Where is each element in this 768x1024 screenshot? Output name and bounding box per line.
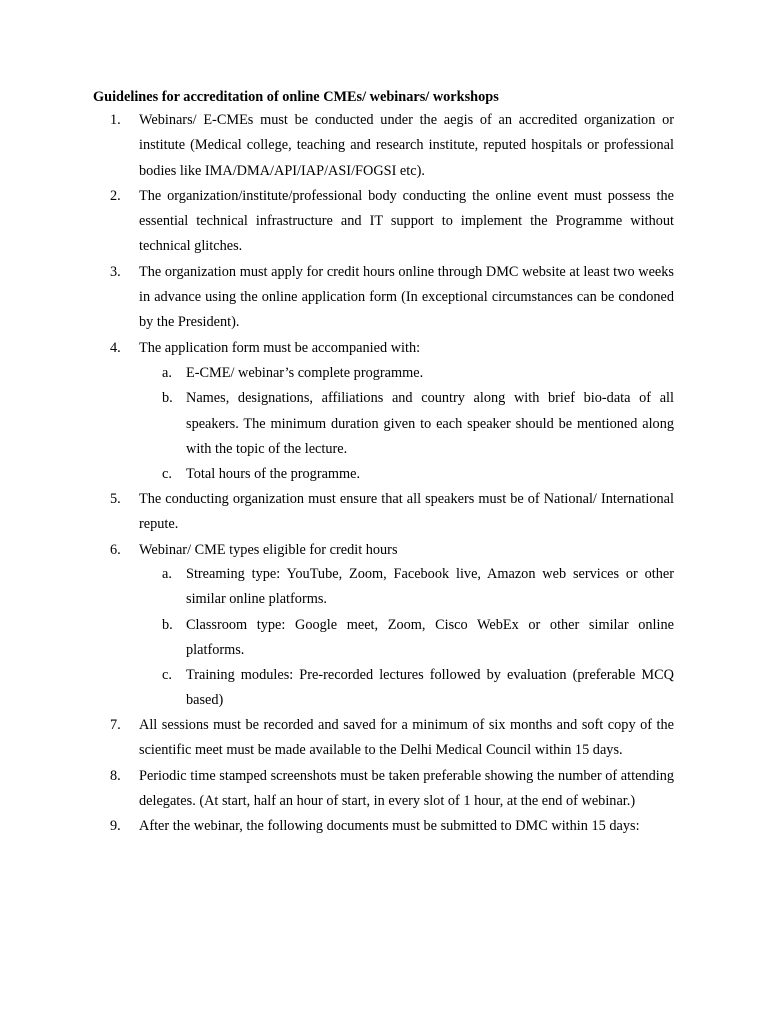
item-number: 2. (110, 187, 121, 204)
list-item (110, 260, 674, 336)
item-number: 4. (110, 339, 121, 356)
item-text: After the webinar, the following documents must be submitted to DMC within 15 days: (139, 818, 640, 835)
item-number: 5. (110, 491, 121, 507)
item-number: 7. (110, 717, 121, 733)
sub-list-item (162, 562, 674, 613)
sub-item-text: Training modules: Pre-recorded lectures followed by evaluation (preferable MCQ based) (186, 667, 674, 709)
item-text: Webinars/ E-CMEs must be conducted under the aegis of an accredited organization or institute (Medical college, teaching and research institute, reputed hospitals or professional bodies like IMA/DMA/API/IAP/ASI/FOGSI etc). (139, 112, 674, 179)
sub-item-letter: c. (162, 466, 172, 483)
item-text: The conducting organization must ensure that all speakers must be of National/ International repute. (139, 491, 674, 533)
item-text: The organization/institute/professional body conducting the online event must possess the essential technical infrastructure and IT support to implement the Programme without technical glitches. (139, 187, 674, 255)
item-number: 9. (110, 818, 121, 835)
sub-list-item (162, 462, 674, 487)
sub-item-text: Names, designations, affiliations and country along with brief bio-data of all speakers. The minimum duration given to each speaker should be mentioned along with the topic of the lecture. (186, 390, 674, 457)
sub-item-letter: b. (162, 390, 173, 407)
guidelines-list-final (0, 713, 768, 839)
item-number: 1. (110, 112, 121, 128)
guidelines-list (0, 108, 768, 361)
sub-item-letter: c. (162, 667, 172, 684)
sub-list-item (162, 613, 674, 664)
item-number: 3. (110, 263, 121, 280)
sub-item-text: Streaming type: YouTube, Zoom, Facebook live, Amazon web services or other similar online platforms. (186, 566, 674, 608)
item-text: The organization must apply for credit hours online through DMC website at least two weeks in advance using the online application form (In exceptional circumstances can be condoned by the President). (139, 263, 674, 331)
list-item (110, 336, 674, 361)
list-item (110, 764, 674, 815)
item-text: Webinar/ CME types eligible for credit hours (139, 541, 398, 558)
sub-item-text: Total hours of the programme. (186, 466, 361, 483)
item-text: All sessions must be recorded and saved for a minimum of six months and soft copy of the scientific meet must be made available to the Delhi Medical Council within 15 days. (139, 717, 674, 759)
list-item (110, 713, 674, 764)
sublist-application-form (139, 361, 674, 487)
sub-list-item (162, 386, 674, 462)
sub-list-item (162, 361, 674, 386)
list-item (110, 108, 674, 184)
list-item (110, 487, 674, 538)
sub-item-text: Classroom type: Google meet, Zoom, Cisco WebEx or other similar online platforms. (186, 616, 674, 658)
sub-item-letter: b. (162, 616, 173, 633)
guidelines-list-continued (0, 487, 768, 563)
list-item (110, 814, 674, 839)
item-number: 8. (110, 767, 121, 784)
sublist-webinar-types (139, 562, 674, 714)
item-number: 6. (110, 541, 121, 558)
document-title: Guidelines for accreditation of online CMEs/ webinars/ workshops (93, 89, 499, 105)
item-text: Periodic time stamped screenshots must be taken preferable showing the number of attending delegates. (At start, half an hour of start, in every slot of 1 hour, at the end of webinar.) (139, 767, 674, 809)
sub-item-text: E-CME/ webinar’s complete programme. (186, 365, 424, 381)
list-item (110, 538, 674, 563)
list-item (110, 184, 674, 260)
sub-item-letter: a. (162, 365, 172, 381)
sub-item-letter: a. (162, 566, 172, 582)
sub-list-item (162, 663, 674, 714)
item-text: The application form must be accompanied with: (139, 339, 421, 356)
